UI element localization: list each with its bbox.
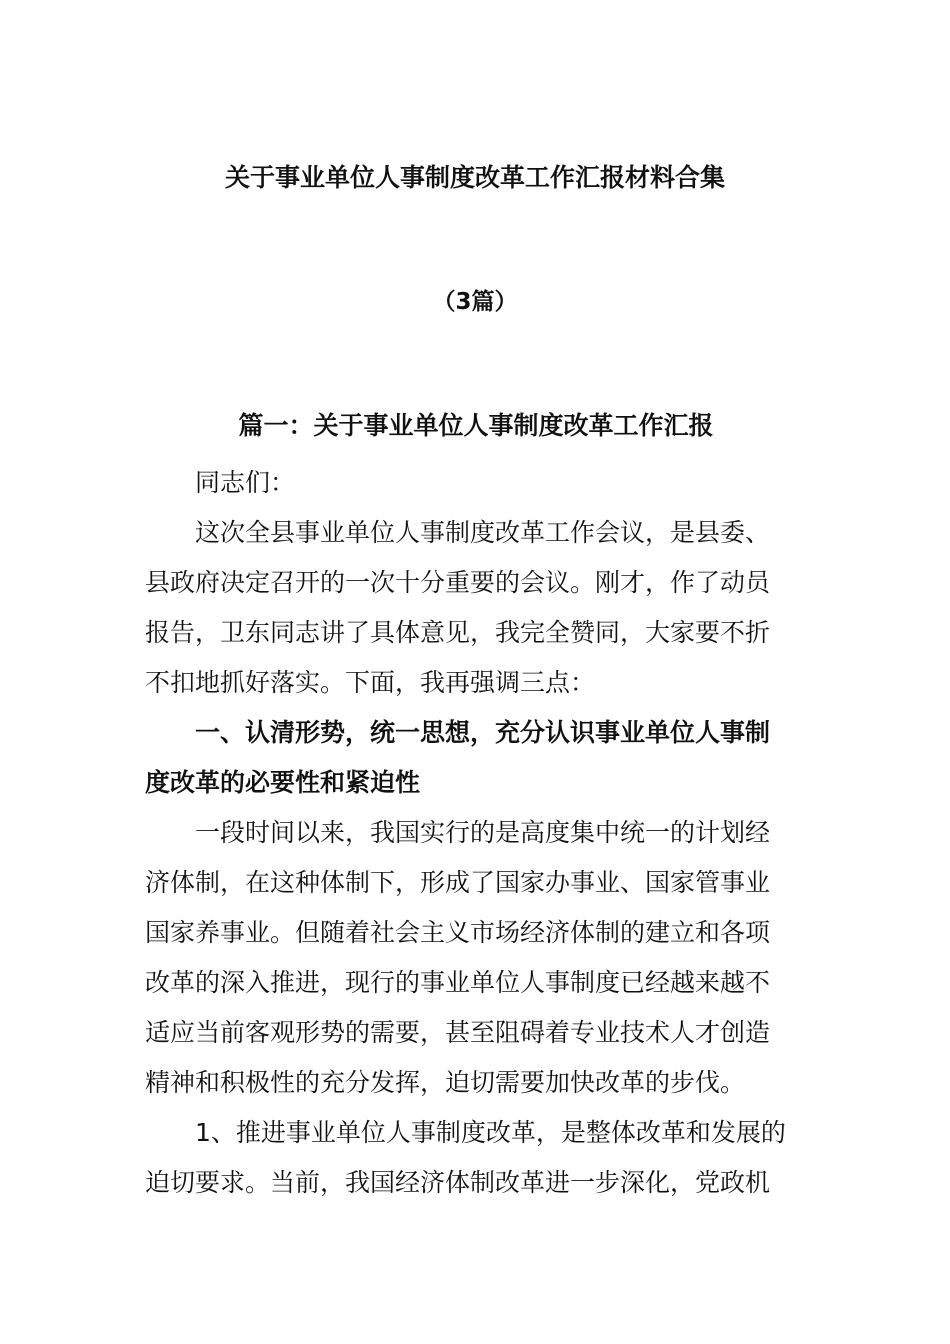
document-title: 关于事业单位人事制度改革工作汇报材料合集 [224,163,725,192]
subheading-line: 度改革的必要性和紧迫性 [145,768,421,797]
section-heading: 篇一：关于事业单位人事制度改革工作汇报 [238,411,714,440]
paragraph-line: 济体制，在这种体制下，形成了国家办事业、国家管事业 [145,868,771,897]
paragraph-line: 一段时间以来，我国实行的是高度集中统一的计划经 [195,818,771,847]
paragraph-line: 报告，卫东同志讲了具体意见，我完全赞同，大家要不折 [145,618,771,647]
paragraph-line: 这次全县事业单位人事制度改革工作会议，是县委、 [195,518,771,547]
paragraph-line: 1、推进事业单位人事制度改革，是整体改革和发展的 [195,1118,786,1147]
paragraph-line: 国家养事业。但随着社会主义市场经济体制的建立和各项 [145,918,771,947]
subheading-line: 一、认清形势，统一思想，充分认识事业单位人事制 [195,718,771,747]
document-body [145,408,807,1208]
document-subtitle: （3篇） [432,289,518,315]
paragraph-line: 精神和积极性的充分发挥，迫切需要加快改革的步伐。 [145,1068,746,1097]
paragraph-line: 适应当前客观形势的需要，甚至阻碍着专业技术人才创造 [145,1018,771,1047]
paragraph-line: 改革的深入推进，现行的事业单位人事制度已经越来越不 [145,968,771,997]
salutation: 同志们： [195,468,296,497]
paragraph-line: 县政府决定召开的一次十分重要的会议。刚才，作了动员 [145,568,771,597]
paragraph-line: 迫切要求。当前，我国经济体制改革进一步深化，党政机 [145,1168,771,1197]
paragraph-line: 不扣地抓好落实。下面，我再强调三点： [145,668,596,697]
